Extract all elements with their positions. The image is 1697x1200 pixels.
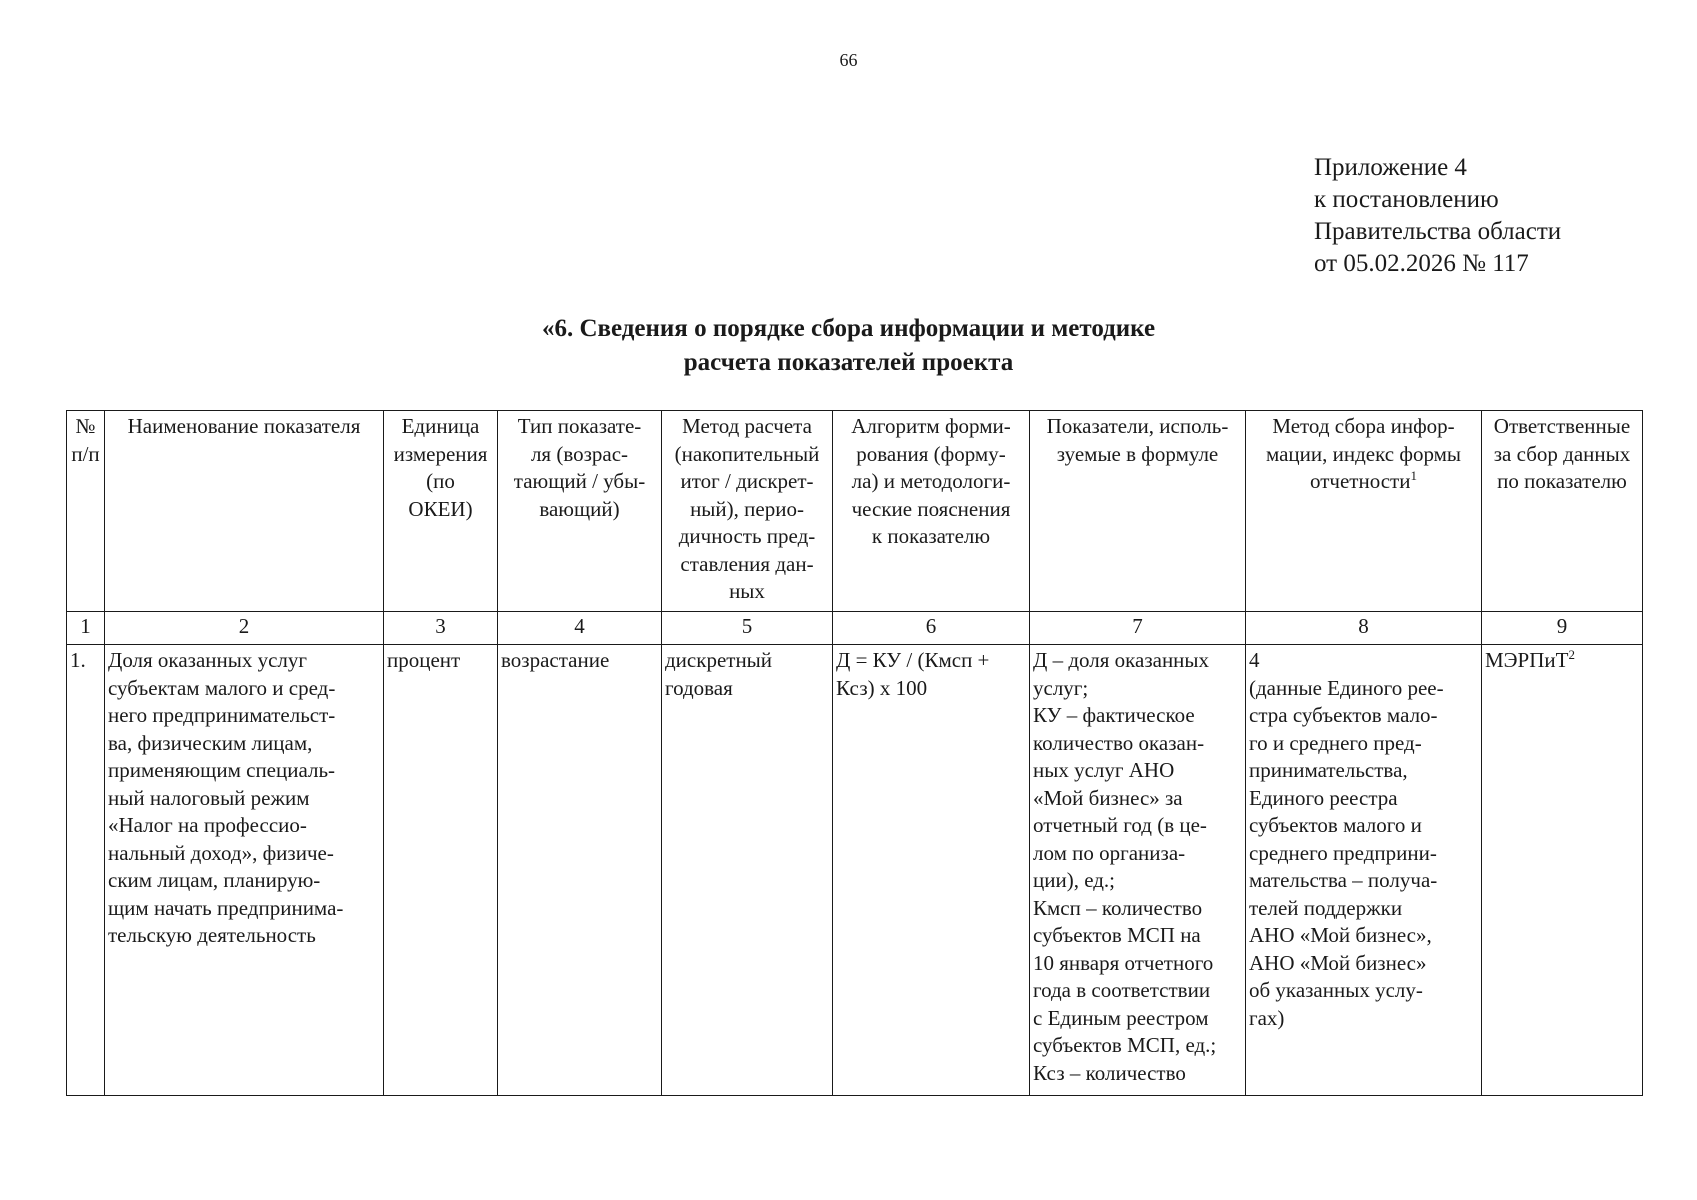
cell-line: принимательства, bbox=[1249, 758, 1408, 782]
cell-line: тельскую деятельность bbox=[108, 923, 316, 947]
cell-line: го и среднего пред- bbox=[1249, 730, 1422, 755]
header-line: п/п bbox=[71, 441, 100, 466]
header-line: за сбор данных bbox=[1493, 441, 1631, 466]
cell-collection-method bbox=[1246, 645, 1482, 1096]
table-row bbox=[67, 645, 1643, 1096]
cell-indicator-type bbox=[498, 645, 662, 1096]
cell-line: ским лицам, планирую- bbox=[108, 868, 321, 892]
header-line: (по bbox=[426, 469, 455, 493]
cell-number bbox=[67, 645, 105, 1096]
header-line: № bbox=[75, 414, 96, 438]
header-line: (накопительный bbox=[674, 441, 820, 466]
cell-calc-method bbox=[662, 645, 833, 1096]
cell-line: ный налоговый режим bbox=[108, 785, 310, 810]
cell-line: лом по организа- bbox=[1033, 840, 1186, 865]
column-number-cell: 3 bbox=[384, 612, 498, 645]
appendix-line: от 05.02.2026 № 117 bbox=[1314, 250, 1529, 277]
section-title bbox=[0, 312, 1697, 380]
header-line: отчетности bbox=[1310, 469, 1411, 493]
header-indicator-name bbox=[105, 411, 384, 612]
header-line: Алгоритм форми- bbox=[851, 414, 1011, 438]
cell-line: об указанных услу- bbox=[1249, 978, 1423, 1002]
header-line: тающий / убы- bbox=[513, 469, 646, 493]
section-title-line: «6. Сведения о порядке сбора информации и методике bbox=[541, 315, 1156, 342]
header-responsible bbox=[1482, 411, 1643, 612]
header-line: итог / дискрет- bbox=[680, 469, 814, 493]
cell-line: КУ – фактическое bbox=[1033, 703, 1195, 727]
cell-line: «Мой бизнес» за bbox=[1033, 785, 1183, 810]
cell-line: среднего предприни- bbox=[1249, 840, 1437, 865]
cell-line: Д – доля оказанных bbox=[1033, 648, 1210, 672]
cell-line: ных услуг АНО bbox=[1033, 758, 1175, 782]
column-number-cell: 5 bbox=[662, 612, 833, 645]
header-line: ла) и методологи- bbox=[851, 469, 1011, 493]
header-unit bbox=[384, 411, 498, 612]
header-line: ческие пояснения bbox=[851, 496, 1011, 521]
footnote-marker[interactable]: 2 bbox=[1568, 647, 1575, 662]
cell-line: 1. bbox=[70, 648, 86, 672]
section-title-line: расчета показателей проекта bbox=[683, 349, 1014, 376]
header-line: Тип показате- bbox=[517, 414, 642, 438]
cell-line: применяющим специаль- bbox=[108, 758, 336, 782]
cell-line: АНО «Мой бизнес» bbox=[1249, 950, 1427, 975]
cell-line: Ксз – количество bbox=[1033, 1060, 1186, 1085]
header-line: вающий) bbox=[539, 496, 620, 521]
cell-line: гах) bbox=[1249, 1005, 1285, 1030]
cell-line: Единого реестра bbox=[1249, 785, 1398, 810]
header-line: ставления дан- bbox=[680, 551, 814, 576]
column-number-cell: 9 bbox=[1482, 612, 1643, 645]
cell-line: нальный доход», физиче- bbox=[108, 840, 334, 865]
cell-line: количество оказан- bbox=[1033, 730, 1205, 755]
page-number: 66 bbox=[839, 50, 858, 70]
cell-line: субъектов МСП на bbox=[1033, 923, 1201, 947]
footnote-marker[interactable]: 1 bbox=[1410, 468, 1417, 483]
header-line: Ответственные bbox=[1493, 414, 1631, 438]
cell-line: субъектам малого и сред- bbox=[108, 675, 336, 700]
header-line: ный), перио- bbox=[690, 496, 804, 521]
indicators-table bbox=[66, 410, 1643, 1096]
cell-line: субъектов малого и bbox=[1249, 813, 1422, 837]
cell-line: ции), ед.; bbox=[1033, 868, 1116, 892]
header-line: Метод сбора инфор- bbox=[1272, 414, 1455, 438]
column-number-row bbox=[67, 612, 1643, 645]
header-line: к показателю bbox=[871, 524, 991, 548]
cell-line: МЭРПиТ bbox=[1485, 648, 1569, 672]
cell-line: Ксз) x 100 bbox=[836, 675, 928, 700]
appendix-line: к постановлению bbox=[1314, 186, 1499, 213]
cell-line: (данные Единого рее- bbox=[1249, 675, 1444, 700]
cell-line: «Налог на профессио- bbox=[108, 813, 307, 837]
column-number-cell: 1 bbox=[67, 612, 105, 645]
cell-line: 10 января отчетного bbox=[1033, 950, 1214, 975]
header-formula-indicators bbox=[1030, 411, 1246, 612]
header-line-with-footnote bbox=[1249, 468, 1478, 496]
header-number bbox=[67, 411, 105, 612]
header-line: ля (возрас- bbox=[530, 441, 629, 466]
header-line: измерения bbox=[393, 441, 488, 466]
cell-line: Д = КУ / (Кмсп + bbox=[836, 648, 990, 672]
cell-line: него предпринимательст- bbox=[108, 703, 336, 727]
cell-line: годовая bbox=[665, 675, 733, 700]
cell-line: услуг; bbox=[1033, 675, 1089, 700]
header-indicator-type bbox=[498, 411, 662, 612]
cell-line: Кмсп – количество bbox=[1033, 895, 1203, 920]
column-number-cell: 4 bbox=[498, 612, 662, 645]
cell-line: дискретный bbox=[665, 648, 773, 672]
cell-unit bbox=[384, 645, 498, 1096]
cell-line: 4 bbox=[1249, 648, 1260, 672]
cell-line: процент bbox=[387, 648, 461, 672]
cell-responsible bbox=[1482, 645, 1643, 1096]
cell-line: ва, физическим лицам, bbox=[108, 730, 313, 755]
cell-formula-indicators bbox=[1030, 645, 1246, 1096]
cell-line: телей поддержки bbox=[1249, 895, 1403, 920]
header-collection-method bbox=[1246, 411, 1482, 612]
column-number-cell: 6 bbox=[833, 612, 1030, 645]
header-line: ных bbox=[729, 579, 765, 603]
header-algorithm bbox=[833, 411, 1030, 612]
cell-line: субъектов МСП, ед.; bbox=[1033, 1033, 1217, 1057]
column-number-cell: 7 bbox=[1030, 612, 1246, 645]
header-line: зуемые в формуле bbox=[1056, 441, 1219, 466]
cell-line: АНО «Мой бизнес», bbox=[1249, 923, 1432, 947]
cell-formula bbox=[833, 645, 1030, 1096]
header-line: ОКЕИ) bbox=[408, 496, 473, 521]
column-number-cell: 2 bbox=[105, 612, 384, 645]
appendix-line: Приложение 4 bbox=[1314, 154, 1467, 181]
header-line: Показатели, исполь- bbox=[1046, 414, 1229, 438]
cell-line: стра субъектов мало- bbox=[1249, 703, 1438, 727]
cell-line: с Единым реестром bbox=[1033, 1005, 1209, 1030]
cell-line: отчетный год (в це- bbox=[1033, 813, 1207, 837]
header-line: Единица bbox=[401, 414, 480, 438]
cell-line: года в соответствии bbox=[1033, 978, 1211, 1002]
header-line: дичность пред- bbox=[678, 524, 816, 548]
header-line: мации, индекс формы bbox=[1265, 441, 1462, 466]
table-header-row bbox=[67, 411, 1643, 612]
cell-line: щим начать предпринима- bbox=[108, 895, 344, 920]
cell-indicator-name bbox=[105, 645, 384, 1096]
header-line: Метод расчета bbox=[682, 414, 812, 438]
column-number-cell: 8 bbox=[1246, 612, 1482, 645]
header-line: рования (форму- bbox=[856, 441, 1006, 466]
cell-line: Доля оказанных услуг bbox=[108, 648, 308, 672]
appendix-line: Правительства области bbox=[1314, 218, 1562, 245]
header-line: Наименование показателя bbox=[127, 414, 361, 438]
cell-line-with-footnote bbox=[1485, 647, 1639, 675]
cell-line: мательства – получа- bbox=[1249, 868, 1438, 892]
header-line: по показателю bbox=[1497, 469, 1627, 493]
appendix-reference bbox=[1314, 152, 1561, 280]
header-calc-method bbox=[662, 411, 833, 612]
cell-line: возрастание bbox=[501, 648, 610, 672]
